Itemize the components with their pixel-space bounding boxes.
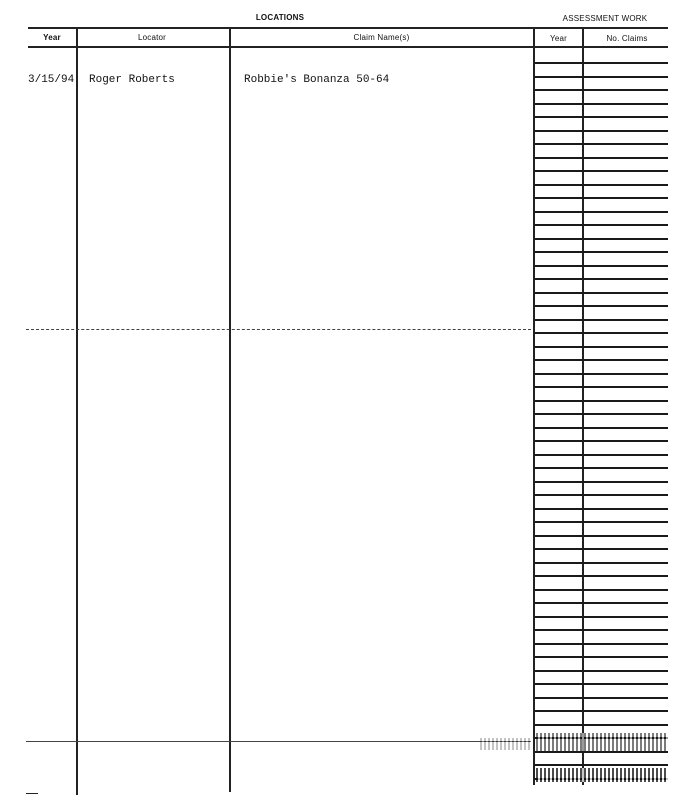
assessment-grid-row-line (535, 697, 668, 699)
column-header-locator: Locator (137, 33, 167, 42)
assessment-grid-row-line (535, 373, 668, 375)
scan-artifact (536, 768, 668, 782)
assessment-grid-row-line (535, 400, 668, 402)
assessment-grid-row-line (535, 224, 668, 226)
assessment-grid-row-line (535, 427, 668, 429)
assessment-grid-row-line (535, 710, 668, 712)
assessment-grid-row-line (535, 751, 668, 753)
assessment-grid-row-line (535, 116, 668, 118)
assessment-grid-row-line (535, 89, 668, 91)
assessment-grid-row-line (535, 305, 668, 307)
assessment-grid-row-line (535, 62, 668, 64)
assessment-grid-row-line (535, 278, 668, 280)
assessment-grid-row-line (535, 656, 668, 658)
divider-year-locator (76, 27, 78, 795)
scan-artifact (536, 733, 668, 751)
assessment-grid-row-line (535, 629, 668, 631)
section-separator-2 (26, 741, 531, 742)
assessment-grid-row-line (535, 535, 668, 537)
entry-date: 3/15/94 (28, 74, 75, 86)
assessment-grid-row-line (535, 170, 668, 172)
assessment-grid-row-line (535, 562, 668, 564)
assessment-grid-row-line (535, 548, 668, 550)
assessment-grid-row-line (535, 292, 668, 294)
assessment-grid-row-line (535, 602, 668, 604)
section-separator-1 (26, 329, 531, 330)
assessment-grid-row-line (535, 265, 668, 267)
assessment-grid-row-line (535, 359, 668, 361)
assessment-grid-row-line (535, 575, 668, 577)
assessment-grid-row-line (535, 211, 668, 213)
assessment-grid-row-line (535, 467, 668, 469)
assessment-grid-row-line (535, 764, 668, 766)
header-rule (28, 46, 668, 48)
assessment-grid-row-line (535, 319, 668, 321)
top-rule (28, 27, 668, 29)
assessment-grid-row-line (535, 454, 668, 456)
assessment-grid-row-line (535, 670, 668, 672)
locations-heading: LOCATIONS (255, 13, 305, 22)
assessment-grid-row-line (535, 157, 668, 159)
assessment-grid-row-line (535, 197, 668, 199)
assessment-grid-row-line (535, 103, 668, 105)
assessment-grid-row-line (535, 724, 668, 726)
assessment-grid-row-line (535, 238, 668, 240)
assessment-grid-row-line (535, 130, 668, 132)
column-header-year: Year (43, 33, 61, 42)
column-header-claim-names: Claim Name(s) (353, 33, 410, 42)
assessment-grid-row-line (535, 494, 668, 496)
assessment-grid-row-line (535, 643, 668, 645)
assessment-grid-row-line (535, 616, 668, 618)
assessment-grid-row-line (535, 251, 668, 253)
assessment-grid-row-line (535, 683, 668, 685)
column-header-aw-year: Year (550, 34, 567, 43)
scan-artifact (480, 738, 532, 750)
entry-locator: Roger Roberts (89, 74, 175, 86)
bottom-left-mark (26, 793, 38, 794)
assessment-work-heading: ASSESSMENT WORK (562, 14, 648, 23)
assessment-grid-row-line (535, 184, 668, 186)
assessment-grid-row-line (535, 346, 668, 348)
assessment-grid-row-line (535, 481, 668, 483)
assessment-grid-row-line (535, 332, 668, 334)
entry-claim-names: Robbie's Bonanza 50-64 (244, 74, 390, 86)
assessment-grid-row-line (535, 413, 668, 415)
assessment-grid-row-line (535, 521, 668, 523)
column-header-aw-no-claims: No. Claims (606, 34, 648, 43)
divider-locator-claims (229, 27, 231, 792)
assessment-grid-row-line (535, 440, 668, 442)
assessment-grid-row-line (535, 143, 668, 145)
assessment-grid-row-line (535, 589, 668, 591)
assessment-grid-row-line (535, 386, 668, 388)
assessment-grid-row-line (535, 508, 668, 510)
assessment-grid-row-line (535, 76, 668, 78)
